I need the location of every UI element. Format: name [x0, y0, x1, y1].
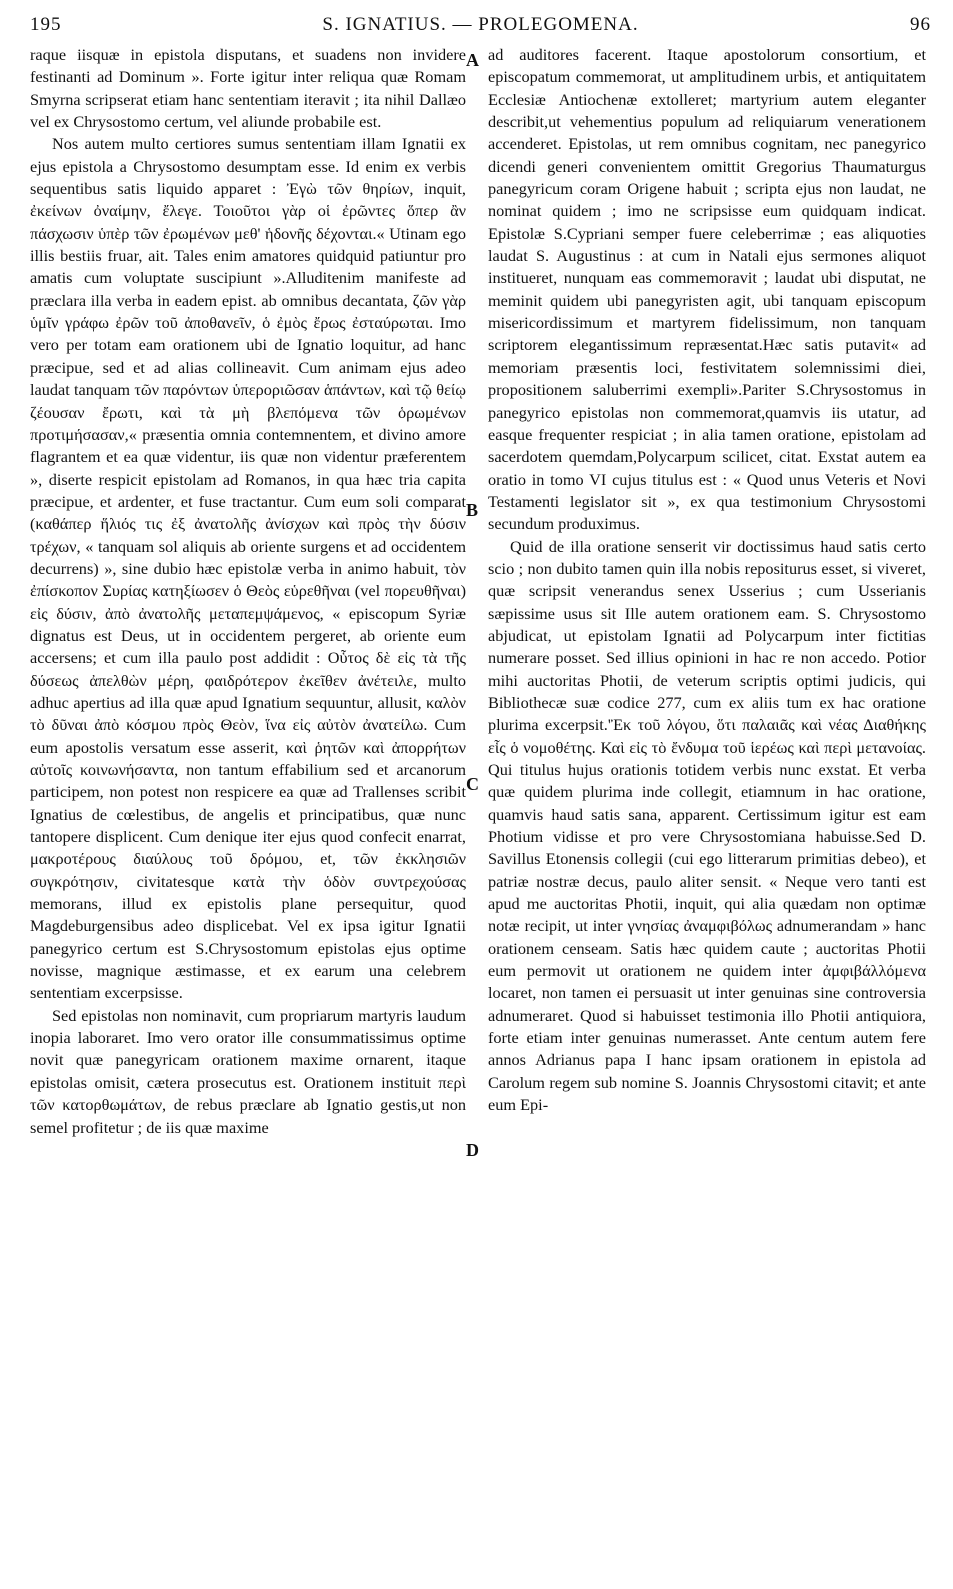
- margin-marker-a: A: [466, 50, 479, 70]
- margin-marker-c: C: [466, 774, 479, 794]
- paragraph: Quid de illa oratione senserit vir doctissimus haud satis certo scio ; non dubito tamen quin illa nobis repositurus esset, si viveret, quæ scripsit venerandus senex Usserius ; cum Usserianis sæpissime usus sit Ille autem orationem eam. S. Chrysostomo abjudicat, ut epistolam Ignatii ad Polycarpum inter fictitias numerare posset. Sed illius opinioni in hac re non accedo. Potior mihi auctoritas Photii, de veterum scriptis optimi judicis, qui Bibliothecæ suæ codice 277, cum ex aliis tum ex hac oratione plurima excerpsit.'Ἐκ τοῦ λόγου, ὅτι παλαιᾶς καὶ νέας Διαθήκης εἷς ὁ νομοθέτης. Καὶ εἰς τὸ ἔνδυμα τοῦ ἱερέως καὶ περὶ μετανοίας. Qui titulus hujus orationis totidem verbis nunc exstat. Et verba quæ quidem plurima inde collegit, etiamnum in hac oratione, quamvis haud satis sana, apparent. Certissimum igitur est eam Photium vidisse et pro vere Chrysostomiana habuisse.Sed D. Savillus Etonensis collegii (cui ego litterarum primitias debeo), et patriæ nostræ decus, paulo aliter sensit. « Neque vero tanti est apud me auctoritas Photii, inquit, qui alia quædam non optimæ notæ recipit, ut inter γνησίας ἀναμφιβόλως adnumerandam » hanc orationem censeam. Satis hæc quidem caute ; auctoritas Photii eum permovit ut orationem ne quidem inter ἀμφιβάλλόμενα locaret, non tamen ei persuasit ut inter genuinas sine controversia adnumeraret. Quod si habuisset testimonia illo Photii antiquiora, forte etiam inter genuinas numerasset. Ante centum autem fere annos Adrianus papa I hanc ipsam orationem in epistola ad Carolum regem sub nomine S. Joannis Chrysostomi citavit; et ante eum Epi-: [488, 536, 926, 1115]
- right-column: [488, 44, 926, 1117]
- page-number-right: 96: [910, 14, 931, 35]
- margin-marker-d: D: [466, 1140, 479, 1160]
- left-column: [30, 44, 466, 1139]
- paragraph: Sed epistolas non nominavit, cum propriarum martyris laudum inopia laboraret. Imo vero orator ille consummatissimus optime novit quæ panegyricam orationem maxime ornarent, itaque epistolas omisit, cætera prosecutus est. Orationem instituit περὶ τῶν κατορθωμάτων, de rebus præclare ab Ignatio gestis,ut non semel profitetur ; de iis quæ maxime: [30, 1005, 466, 1137]
- margin-marker-b: B: [466, 500, 479, 520]
- paragraph: Nos autem multo certiores sumus sententiam illam Ignatii ex ejus epistola a Chrysostomo desumptam esse. Id enim ex verbis sequentibus satis liquido apparet : Ἐγὼ τῶν θηρίων, inquit, ἐκείνων ὀναίμην, ἔλεγε. Τοιοῦτοι γὰρ οἱ ἐρῶντες ὅπερ ἂν πάσχωσιν ὑπὲρ τῶν ἐρωμένων μεθ' ἡδονῆς δέχονται.« Utinam ego illis bestiis fruar, ait. Tales enim amatores quidquid patiuntur pro amatis cum voluptate suscipiunt ».Alluditenim manifeste ad præclara illa verba in eadem epist. ab omnibus decantata, ζῶν γὰρ ὑμῖν γράφω ἐρῶν τοῦ ἀποθανεῖν, ὁ ἐμὸς ἔρως ἐσταύρωται. Imo vero per totam eam orationem ubi de Ignatio loquitur, ad hanc præcipue, sed et ad alias collineavit. Cum animam ejus adeo laudat tanquam τῶν παρόντων ὑπεροριῶσαν ἁπάντων, καὶ τῷ θείῳ ζέουσαν ἔρωτι, καὶ τὰ μὴ βλεπόμενα τῶν ὁρωμένων προτιμήσασαν,« præsentia omnia contemnentem, et divino amore flagrantem et ea quæ videntur, iis quæ non videntur præferentem », diserte respicit epistolam ad Romanos, in qua hæc tria capita præcipue, et ardenter, et fuse tractantur. Cum eum soli comparat (καθάπερ ἥλιός τις ἐξ ἀνατολῆς ἀνίσχων καὶ πρὸς τὴν δύσιν τρέχων, « tanquam sol aliquis ab oriente surgens et ad occidentem decurrens) », sine dubio hæc epistolæ verba in animo habuit, τὸν ἐπίσκοπον Συρίας κατηξίωσεν ὁ Θεὸς εὑρεθῆναι (vel πορευθῆναι) εἰς δύσιν, ἀπὸ ἀνατολῆς μεταπεμψάμενος, « episcopum Syriæ dignatus est Deus, ut in occidentem pergeret, ab oriente eum accersens; et cum illa paulo post addidit : Οὗτος δὲ εἰς τὰ τῆς δύσεως ἀπελθὼν μέρη, φαιδρότερον ἐκεῖθεν ἀνέτειλε, multo adhuc apertius ad illa quæ apud Ignatium sequuntur, allusit, καλὸν τὸ δῦναι ἀπὸ κόσμου πρὸς Θεὸν, ἵνα εἰς αὐτὸν ἀνατείλω. Cum eum apostolis versatum esse asserit, καὶ ῥητῶν καὶ ἀπορρήτων αὐτοῖς κοινωνήσαντα, non tantum effabilium sed et arcanorum participem, non potest non respicere ea quæ ad Trallenses scribit Ignatius de cœlestibus, de angelis et principatibus, quæ nunc tantopere displicent. Cum denique iter ejus quod confecit enarrat, μακροτέρους διαύλους τοῦ δρόμου, et, τῶν ἐκκλησιῶν συγκρότησιν, civitatesque κατὰ τὴν ὁδὸν συντρεχούσας memorans, illud ex epistolis plane persequitur, quod Magdeburgensibus adeo displicebat. Vel ex ipsa igitur Ignatii panegyrico certum est S.Chrysostomum epistolas ejus optime novisse, magnique æstimasse, et ex earum una celebrem sententiam excerpsisse.: [30, 134, 466, 1003]
- page-number-left: 195: [30, 14, 62, 35]
- running-title: S. IGNATIUS. — PROLEGOMENA.: [322, 14, 639, 35]
- page-header: [30, 8, 931, 36]
- paragraph: ad auditores facerent. Itaque apostolorum consortium, et episcopatum commemorat, ut amplitudinem urbis, et antiquitatem Ecclesiæ Antiochenæ extolleret; martyrium autem eleganter describit,ut vehementius populum ad reliquiarum venerationem accenderet. Epistolas, ut rem omnibus cognitam, nec panegyrico dicendi generi convenientem omittit Gregorius Thaumaturgus panegyricum coram Origene habuit ; scripta ejus non laudat, ne nominat quidem ; imo ne scripsisse eum quidquam indicat. Epistolæ S.Cypriani semper fuere celeberrimæ ; eas aliquoties laudat S. Augustinus : at cum in Natali ejus sermones aliquot institueret, nunquam eas commemoravit ; laudat ubi disputat, ne meminit quidem ubi panegyristen agit, ubi tanquam episcopum misericordissimum et martyrem fidelissimum, non tanquam scriptorem elegantissimum repræsentat.Hæc satis putavit« ad memoriam præsentis loci, festivitatem solemnissimi diei, propositionem saluberrimi exempli».Pariter S.Chrysostomus in panegyrico epistolas non commemorat,quamvis iis utatur, ad easque frequenter respiciat ; in alia tamen oratione, epistolam ad sacerdotem quemdam,Polycarpum scilicet, citat. Exstat autem ea oratio in tomo VI cujus titulus est : « Quod unus Veteris et Novi Testamenti legislator sit », ex qua testimonium Chrysostomi secundum produximus.: [488, 45, 926, 534]
- paragraph: raque iisquæ in epistola disputans, et suadens non invidere festinanti ad Dominum ». Forte igitur inter reliqua quæ Romam Smyrna scripserat etiam hanc sententiam iteravit ; ita nihil Dallæo vel ex Chrysostomo certum, vel aliunde probabile est.: [30, 45, 466, 132]
